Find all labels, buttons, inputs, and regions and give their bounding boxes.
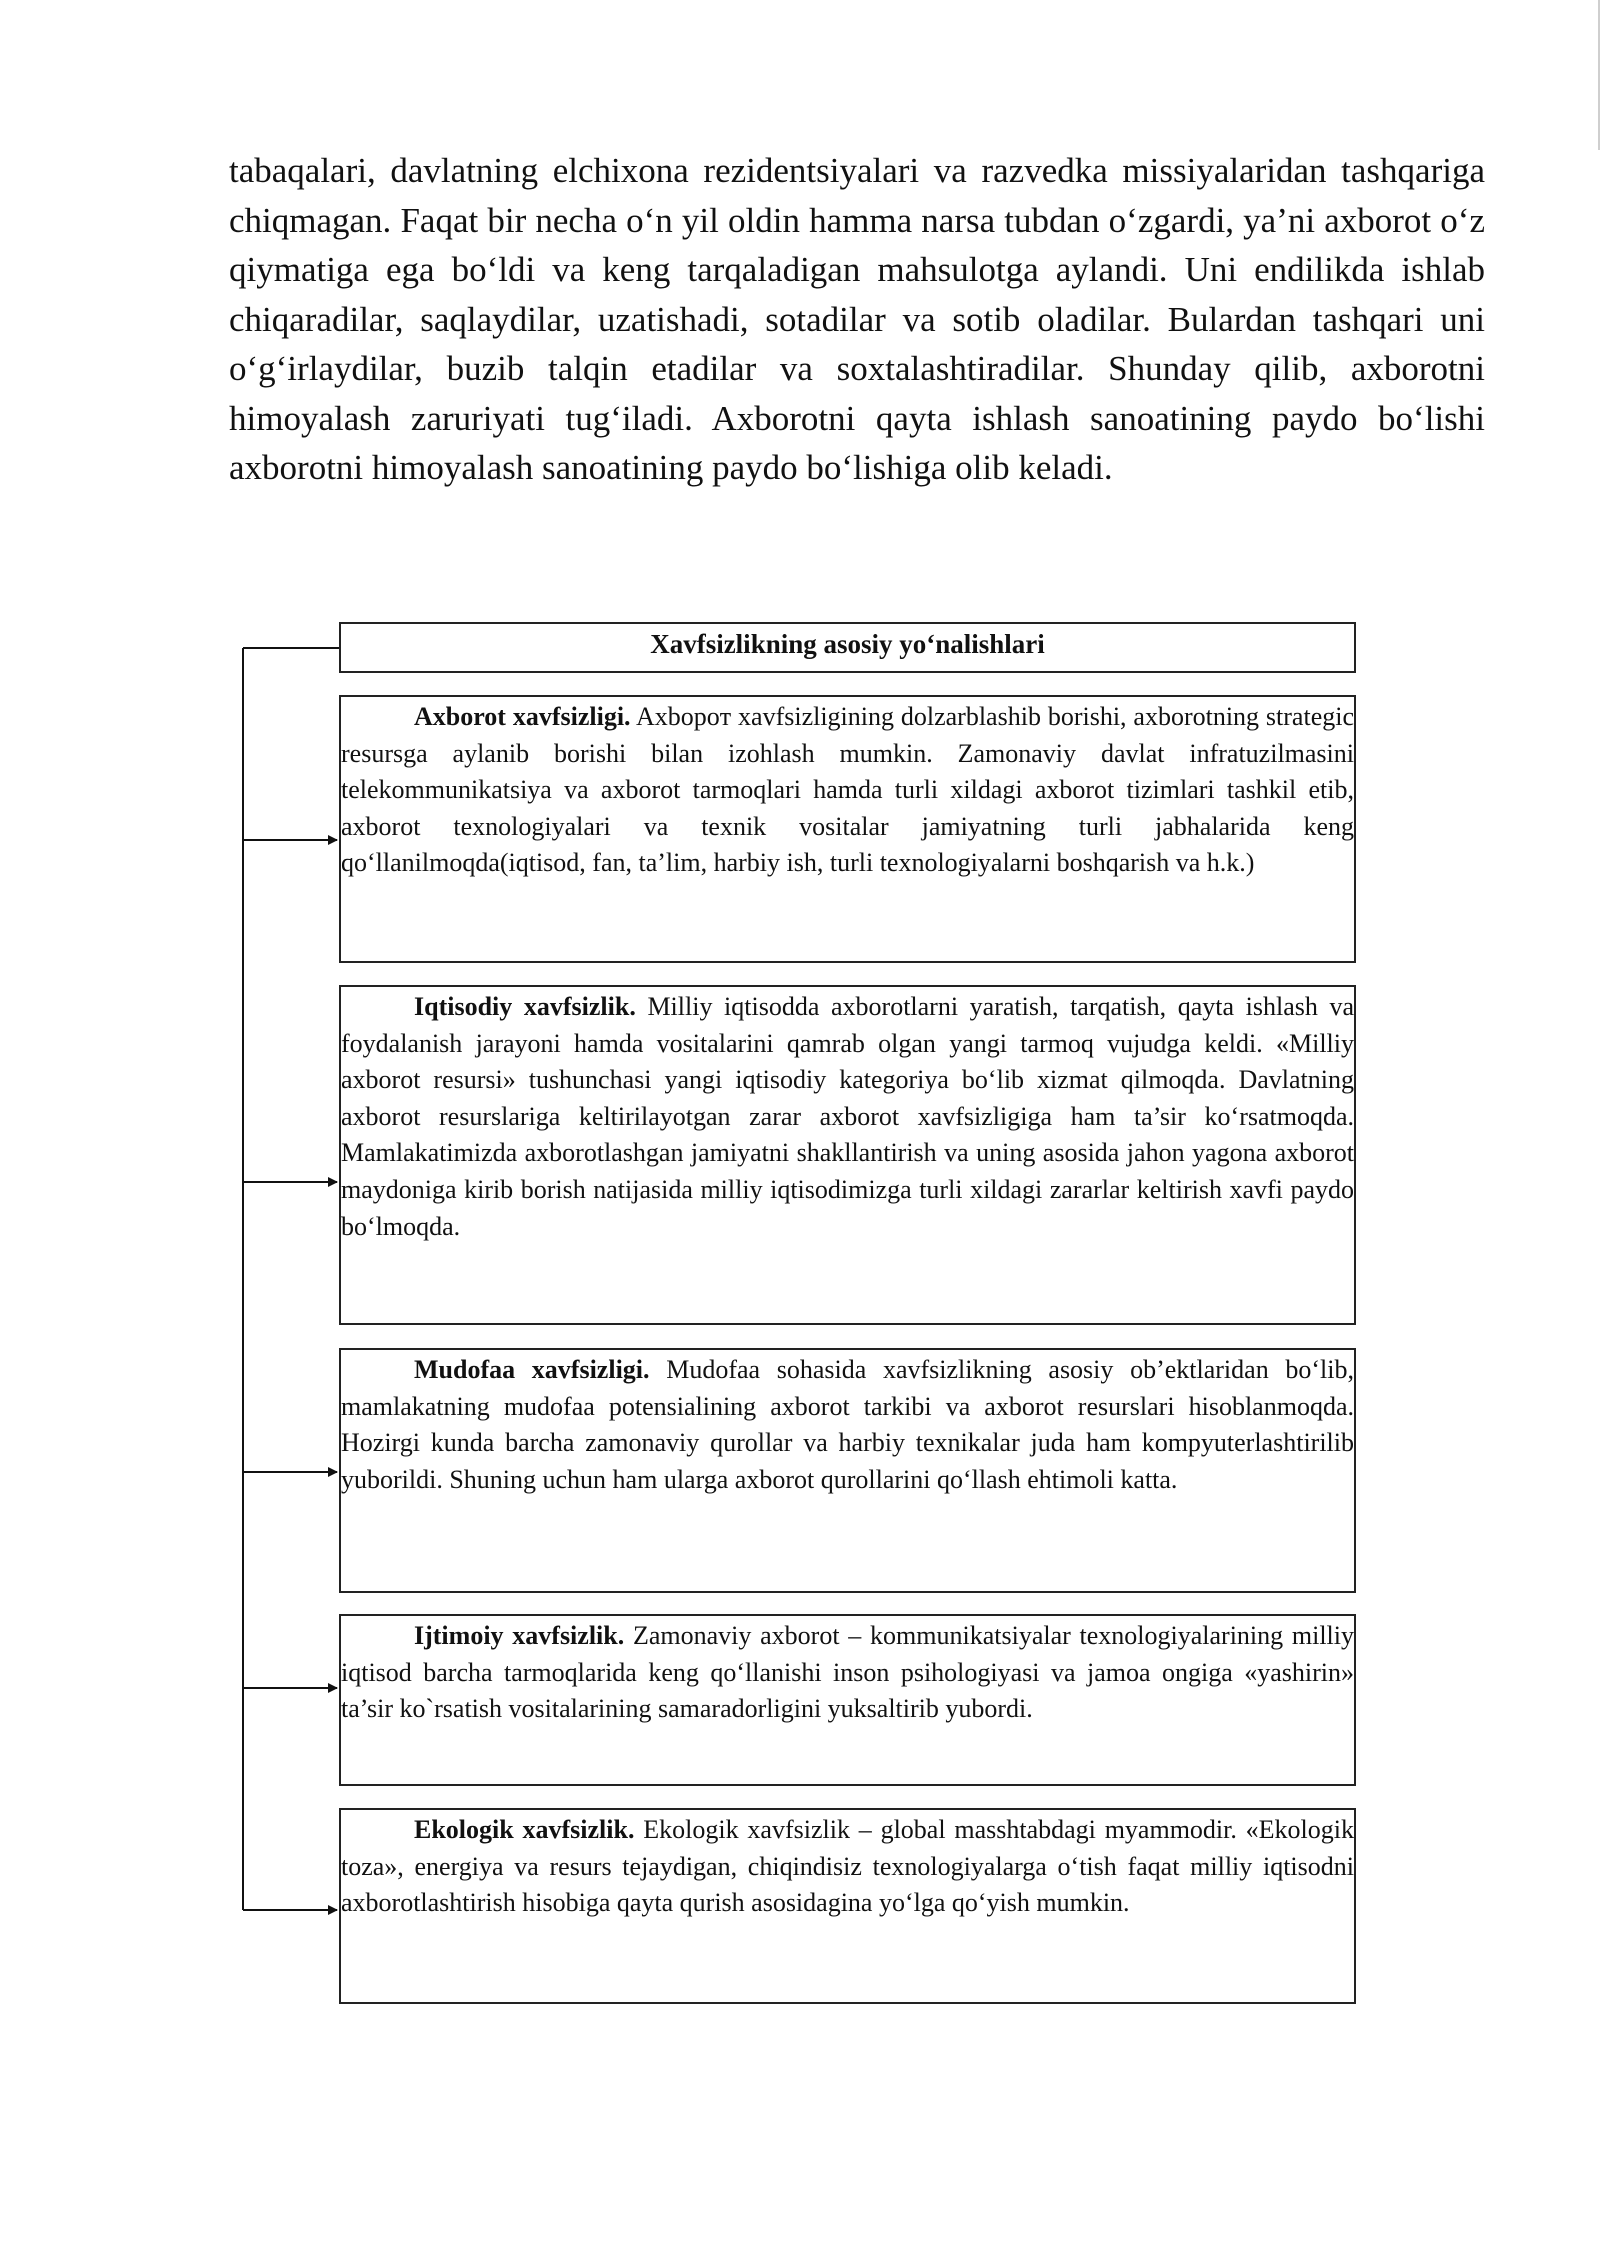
diagram-title-box bbox=[339, 622, 1356, 673]
box-2-text: Milliy iqtisodda axborotlarni yaratish, tarqatish, qayta ishlash va foydalanish jarayoni hamda vositalarini qamrab olgan yangi tarmoq vujudga keldi. «Milliy axborot resursi» tushunchasi yangi iqtisodiy kategoriya bo‘lib xizmat qilmoqda. Davlatning axborot resurslariga keltirilayotgan zarar axborot xavfsizligiga ham ta’sir ko‘rsatmoqda. Mamlakatimizda axborotlashgan jamiyatni shakllantirish va uning asosida jahon yagona axborot maydoniga kirib borish natijasida milliy iqtisodimizga turli xildagi zararlar keltirish xavfi paydo bo‘lmoqda. bbox=[341, 992, 1354, 1241]
box-4-text: Zamonaviy axborot – kommunikatsiyalar texnologiyalarining milliy iqtisod barcha tarmoqlarida keng qo‘llanishi inson psihologiyasi va jamoa ongiga «yashirin» ta’sir ko`rsatish vositalarining samaradorligini yuksaltirib yubordi. bbox=[341, 1621, 1354, 1724]
box-1-text: Axbopoт xavfsizligining dolzarblashib borishi, axborotning strategic resursga aylanib borishi bilan izohlash mumkin. Zamonaviy davlat infratuzilmasini telekommunikatsiya va axborot tarmoqlari hamda turli xildagi axborot tizimlari tashkil etib, axborot texnologiyalari va texnik vositalar jamiyatning turli jabhalarida keng qo‘llanilmoqda(iqtisod, fan, ta’lim, harbiy ish, turli texnologiyalarni boshqarish va h.k.) bbox=[341, 702, 1354, 878]
box-5-text: Ekologik xavfsizlik – global masshtabdagi myammodir. «Ekologik toza», energiya va resurs tejaydigan, chiqindisiz texnologiyalarga o‘tish faqat milliy iqtisodni axborotlashtirish hisobiga qayta qurish asosidagina yo‘lga qo‘yish mumkin. bbox=[341, 1815, 1355, 1918]
box-5-heading: Ekologik xavfsizlik. bbox=[414, 1815, 635, 1844]
box-3-text: Mudofaa sohasida xavfsizlikning asosiy ob’ektlaridan bo‘lib, mamlakatning mudofaa potensialining axborot tarkibi va axborot resurslari hisoblanmoqda. Hozirgi kunda barcha zamonaviy qurollar va harbiy texnikalar juda ham kompyuterlashtirilib yuborildi. Shuning uchun ham ularga axborot qurollarini qo‘llash ehtimoli katta. bbox=[341, 1355, 1354, 1494]
box-3-heading: Mudofaa xavfsizligi. bbox=[414, 1355, 650, 1384]
diagram-title: Xavfsizlikning asosiy yo‘nalishlari bbox=[650, 629, 1045, 659]
box-iqtisodiy-xavfsizlik bbox=[339, 985, 1356, 1325]
box-2-heading: Iqtisodiy xavfsizlik. bbox=[414, 992, 636, 1021]
intro-paragraph: tabaqalari, davlatning elchixona rezidentsiyalari va razvedka missiyalaridan tashqariga chiqmagan. Faqat bir necha o‘n yil oldin hamma narsa tubdan o‘zgardi, ya’ni axborot o‘z qiymatiga ega bo‘ldi va keng tarqaladigan mahsulotga aylandi. Uni endilikda ishlab chiqaradilar, saqlaydilar, uzatishadi, sotadilar va sotib oladilar. Bulardan tashqari uni o‘g‘irlaydilar, buzib talqin etadilar va soxtalashtiradilar. Shunday qilib, axborotni himoyalash zaruriyati tug‘iladi. Axborotni qayta ishlash sanoatining paydo bo‘lishi axborotni himoyalash sanoatining paydo bo‘lishiga olib keladi. bbox=[229, 151, 1485, 487]
box-mudofaa-xavfsizligi bbox=[339, 1348, 1356, 1593]
box-ekologik-xavfsizlik bbox=[339, 1808, 1356, 2004]
box-ijtimoiy-xavfsizlik bbox=[339, 1614, 1356, 1786]
box-1-heading: Axborot xavfsizligi. bbox=[414, 702, 631, 731]
box-axborot-xavfsizligi bbox=[339, 695, 1356, 963]
box-4-heading: Ijtimoiy xavfsizlik. bbox=[414, 1621, 625, 1650]
